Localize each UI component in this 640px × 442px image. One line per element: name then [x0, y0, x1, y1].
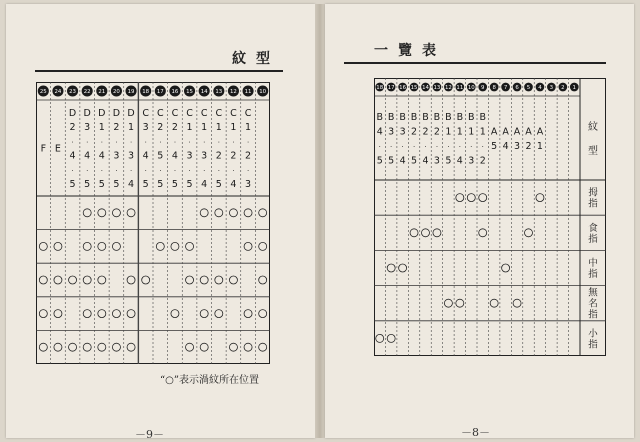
column-code-char: 4 [142, 150, 149, 162]
whorl-mark [39, 310, 47, 318]
column-code-char: · [129, 166, 133, 175]
column-code-char: C [186, 108, 193, 119]
column-code-char: · [217, 166, 220, 175]
column-code-char: · [470, 142, 473, 151]
column-code-char: · [412, 142, 416, 151]
finger-label-char: 指 [588, 339, 598, 351]
column-number: 2 [561, 85, 565, 92]
column-number: 15 [186, 89, 193, 96]
whorl-mark [186, 343, 194, 351]
whorl-mark [54, 310, 62, 318]
whorl-mark [39, 343, 47, 351]
column-number: 14 [200, 89, 208, 96]
left-page-title: 紋型 [232, 51, 280, 67]
column-code-char: · [188, 138, 191, 147]
column-number: 10 [467, 85, 475, 92]
finger-label-char: 指 [588, 198, 598, 210]
column-code-char: 1 [230, 122, 237, 134]
whorl-mark [490, 299, 498, 307]
left-page-number: －9－ [135, 428, 164, 441]
whorl-mark [444, 299, 452, 307]
column-code-char: B [410, 111, 418, 123]
whorl-mark [215, 209, 223, 217]
whorl-mark [536, 194, 544, 202]
column-code-char: · [246, 166, 250, 175]
column-code-char: 4 [84, 150, 91, 162]
finger-label-char: 指 [588, 309, 598, 321]
whorl-mark [200, 343, 208, 351]
column-number: 16 [171, 89, 179, 96]
whorl-mark [98, 310, 106, 318]
whorl-mark [433, 229, 441, 237]
column-number: 12 [444, 85, 452, 92]
column-code-char: 2 [433, 126, 440, 138]
column-code-char: 1 [128, 122, 135, 134]
whorl-mark [142, 276, 150, 284]
column-code-char: A [525, 126, 532, 138]
column-code-char: 3 [514, 140, 521, 152]
whorl-mark [200, 209, 208, 217]
column-code-char: 3 [245, 179, 252, 190]
column-code-char: A [490, 126, 498, 138]
column-code-char: 4 [399, 155, 406, 167]
column-code-char: 2 [215, 150, 222, 162]
whorl-mark [259, 310, 267, 318]
column-code-char: B [422, 111, 429, 123]
right-title-rule [344, 62, 606, 64]
whorl-mark [479, 229, 487, 237]
column-code-char: 4 [98, 150, 105, 162]
column-code-char: C [171, 108, 179, 119]
column-code-char: 2 [113, 122, 120, 134]
column-code-char: D [68, 108, 77, 119]
column-number: 4 [538, 85, 542, 92]
finger-label-char: 名 [588, 298, 598, 310]
column-code-char: 4 [128, 179, 135, 190]
whorl-mark [39, 276, 47, 284]
whorl-mark [525, 229, 533, 237]
whorl-mark [229, 343, 237, 351]
column-code-char: B [399, 111, 406, 123]
column-code-char: 2 [525, 140, 532, 152]
column-code-char: 4 [376, 126, 383, 138]
header-label-char: 型 [588, 146, 598, 157]
column-code-char: · [100, 138, 103, 147]
left-fingerprint-table [36, 82, 270, 364]
column-number: 9 [481, 85, 485, 92]
whorl-mark [69, 343, 77, 351]
column-code-char: B [376, 111, 383, 123]
column-code-char: 1 [201, 122, 208, 134]
column-code-char: · [159, 138, 162, 147]
whorl-mark [399, 264, 407, 272]
column-number: 21 [98, 89, 106, 96]
whorl-mark [186, 242, 194, 250]
column-code-char: 4 [422, 155, 429, 167]
column-number: 17 [156, 89, 164, 96]
column-code-char: C [230, 108, 237, 119]
column-code-char: 4 [69, 150, 76, 162]
whorl-mark [200, 276, 208, 284]
whorl-mark [200, 310, 208, 318]
column-number: 22 [83, 89, 91, 96]
column-code-char: 5 [113, 179, 120, 190]
column-code-char: 3 [399, 126, 406, 138]
column-code-char: · [100, 166, 103, 175]
column-code-char: 5 [411, 155, 418, 167]
column-code-char: B [456, 111, 464, 123]
column-code-char: · [115, 138, 118, 147]
column-code-char: 3 [388, 126, 395, 138]
column-number: 13 [215, 89, 223, 96]
column-number: 20 [113, 89, 120, 96]
whorl-mark [259, 276, 267, 284]
column-code-char: 1 [468, 126, 475, 138]
column-code-char: · [86, 166, 89, 175]
whorl-mark [112, 310, 120, 318]
whorl-mark [83, 209, 91, 217]
column-number: 6 [515, 85, 519, 92]
column-code-char: 4 [502, 140, 509, 152]
whorl-mark [259, 209, 267, 217]
column-code-char: 2 [157, 122, 164, 134]
column-code-char: · [71, 138, 74, 147]
column-code-char: 2 [230, 150, 237, 162]
whorl-mark [259, 242, 267, 250]
whorl-mark [39, 242, 47, 250]
column-number: 17 [387, 85, 395, 92]
column-code-char: 5 [215, 179, 222, 190]
finger-label-char: 中 [588, 258, 598, 269]
whorl-mark [127, 276, 135, 284]
column-code-char: 1 [479, 126, 486, 138]
whorl-mark [83, 343, 91, 351]
column-number: 1 [572, 85, 576, 92]
column-code-char: 2 [411, 126, 418, 138]
column-code-char: · [203, 166, 206, 175]
whorl-mark [112, 343, 120, 351]
column-code-char: · [232, 138, 235, 147]
finger-label-char: 拇 [588, 187, 598, 199]
right-page-title: 一覽表 [374, 43, 446, 59]
whorl-mark [127, 343, 135, 351]
column-code-char: 5 [388, 155, 395, 167]
column-code-char: · [378, 142, 381, 151]
column-code-char: 3 [186, 150, 193, 162]
whorl-mark [171, 310, 179, 318]
column-code-char: 1 [456, 126, 463, 138]
column-code-char: 3 [201, 150, 208, 162]
legend-note: “○”表示渦紋所在位置 [160, 375, 259, 386]
column-code-char: · [188, 166, 191, 175]
column-code-char: 5 [491, 140, 498, 152]
whorl-mark [479, 194, 487, 202]
whorl-mark [83, 242, 91, 250]
column-code-char: · [159, 166, 162, 175]
column-code-char: B [468, 111, 475, 123]
column-code-char: 1 [186, 122, 193, 134]
column-code-char: 5 [84, 179, 91, 190]
finger-label-char: 食 [588, 222, 598, 234]
column-number: 14 [422, 85, 429, 92]
column-number: 11 [456, 85, 464, 92]
whorl-mark [156, 242, 164, 250]
column-number: 23 [69, 89, 76, 96]
column-number: 8 [492, 85, 496, 92]
whorl-mark [244, 209, 252, 217]
column-code-char: · [86, 138, 89, 147]
whorl-mark [456, 194, 464, 202]
whorl-mark [387, 264, 395, 272]
whorl-mark [69, 276, 77, 284]
column-code-char: B [387, 111, 395, 123]
column-code-char: 5 [69, 179, 76, 190]
column-code-char: 4 [171, 150, 178, 162]
column-code-char: · [129, 138, 133, 147]
column-number: 5 [526, 85, 531, 92]
column-code-char: C [142, 108, 150, 119]
book-spine [315, 4, 325, 438]
column-code-char: · [246, 138, 250, 147]
column-code-char: 1 [245, 122, 252, 134]
column-code-char: 2 [171, 122, 178, 134]
whorl-mark [422, 229, 430, 237]
column-code-char: A [502, 126, 509, 138]
column-code-char: 2 [69, 122, 76, 134]
whorl-mark [54, 242, 62, 250]
column-code-char: D [112, 108, 121, 119]
whorl-mark [98, 343, 106, 351]
whorl-mark [171, 242, 179, 250]
column-code-char: 3 [433, 155, 440, 167]
column-code-char: · [144, 166, 147, 175]
column-number: 18 [376, 85, 384, 92]
whorl-mark [112, 242, 120, 250]
column-number: 13 [433, 85, 441, 92]
column-code-char: D [98, 108, 106, 119]
whorl-mark [98, 209, 106, 217]
whorl-mark [83, 276, 91, 284]
column-code-char: · [217, 138, 220, 147]
column-code-char: · [401, 142, 404, 151]
column-code-char: · [458, 142, 461, 151]
whorl-mark [83, 310, 91, 318]
column-code-char: 5 [186, 179, 193, 190]
column-code-char: · [424, 142, 427, 151]
right-fingerprint-table [374, 78, 606, 356]
column-code-char: F [40, 143, 47, 155]
column-number: 3 [549, 85, 554, 92]
column-number: 18 [142, 89, 150, 96]
whorl-mark [112, 209, 120, 217]
whorl-mark [127, 209, 135, 217]
column-number: 16 [399, 85, 407, 92]
finger-label-char: 小 [588, 328, 598, 340]
column-number: 19 [127, 89, 135, 96]
column-code-char: · [173, 166, 177, 175]
column-code-char: A [536, 126, 544, 138]
whorl-mark [387, 334, 395, 342]
column-code-char: B [445, 111, 452, 123]
column-code-char: 3 [113, 150, 120, 162]
finger-label-char: 無 [588, 287, 598, 299]
column-code-char: 1 [536, 140, 543, 152]
column-code-char: 2 [479, 155, 486, 167]
whorl-mark [215, 276, 223, 284]
column-code-char: · [390, 142, 393, 151]
finger-label-char: 指 [588, 269, 598, 280]
finger-label-char: 指 [588, 233, 598, 245]
whorl-mark [54, 343, 62, 351]
column-code-char: 1 [445, 126, 452, 138]
left-title-rule [35, 70, 283, 72]
right-page-number: －8－ [461, 426, 490, 439]
table-border [375, 79, 606, 356]
column-code-char: 5 [445, 155, 452, 167]
column-code-char: · [144, 138, 147, 147]
column-number: 7 [503, 85, 508, 92]
whorl-mark [244, 242, 252, 250]
column-code-char: 3 [84, 122, 91, 134]
whorl-mark [229, 209, 237, 217]
column-code-char: 2 [422, 126, 429, 138]
column-code-char: C [244, 108, 252, 119]
column-number: 11 [244, 89, 252, 96]
column-code-char: 5 [171, 179, 178, 190]
column-code-char: 4 [201, 179, 208, 190]
column-code-char: 3 [142, 122, 149, 134]
column-code-char: · [71, 166, 74, 175]
column-code-char: · [232, 166, 235, 175]
column-number: 24 [54, 89, 62, 96]
whorl-mark [467, 194, 475, 202]
column-code-char: · [447, 142, 450, 151]
column-code-char: 5 [157, 179, 164, 190]
whorl-mark [215, 310, 223, 318]
whorl-mark [259, 343, 267, 351]
column-code-char: 4 [230, 179, 237, 190]
column-code-char: D [127, 108, 135, 119]
whorl-mark [244, 310, 252, 318]
column-number: 12 [230, 89, 237, 96]
column-number: 25 [39, 89, 47, 96]
whorl-mark [98, 242, 106, 250]
column-code-char: 3 [468, 155, 475, 167]
column-code-char: C [156, 108, 164, 119]
column-code-char: B [433, 111, 441, 123]
column-code-char: · [173, 138, 177, 147]
column-code-char: 1 [215, 122, 222, 134]
whorl-mark [513, 299, 521, 307]
whorl-mark [127, 310, 135, 318]
column-code-char: · [203, 138, 206, 147]
column-code-char: 3 [128, 150, 135, 162]
column-code-char: · [481, 142, 484, 151]
column-code-char: A [513, 126, 521, 138]
column-code-char: E [54, 143, 61, 155]
column-code-char: · [435, 142, 439, 151]
whorl-mark [376, 334, 384, 342]
column-code-char: 5 [142, 179, 149, 190]
column-code-char: 5 [98, 179, 105, 190]
whorl-mark [410, 229, 418, 237]
whorl-mark [244, 343, 252, 351]
whorl-mark [54, 276, 62, 284]
column-code-char: · [115, 166, 118, 175]
column-code-char: 5 [157, 150, 164, 162]
column-code-char: C [200, 108, 208, 119]
column-number: 10 [259, 89, 267, 96]
column-code-char: B [479, 111, 486, 123]
column-code-char: 2 [245, 150, 252, 162]
column-code-char: D [83, 108, 91, 119]
column-number: 15 [410, 85, 418, 92]
column-code-char: 4 [456, 155, 463, 167]
column-code-char: 5 [376, 155, 383, 167]
column-code-char: 1 [98, 122, 105, 134]
whorl-mark [502, 264, 510, 272]
header-label-char: 紋 [588, 122, 598, 133]
column-code-char: C [215, 108, 223, 119]
whorl-mark [229, 276, 237, 284]
whorl-mark [186, 276, 194, 284]
whorl-mark [98, 276, 106, 284]
whorl-mark [456, 299, 464, 307]
